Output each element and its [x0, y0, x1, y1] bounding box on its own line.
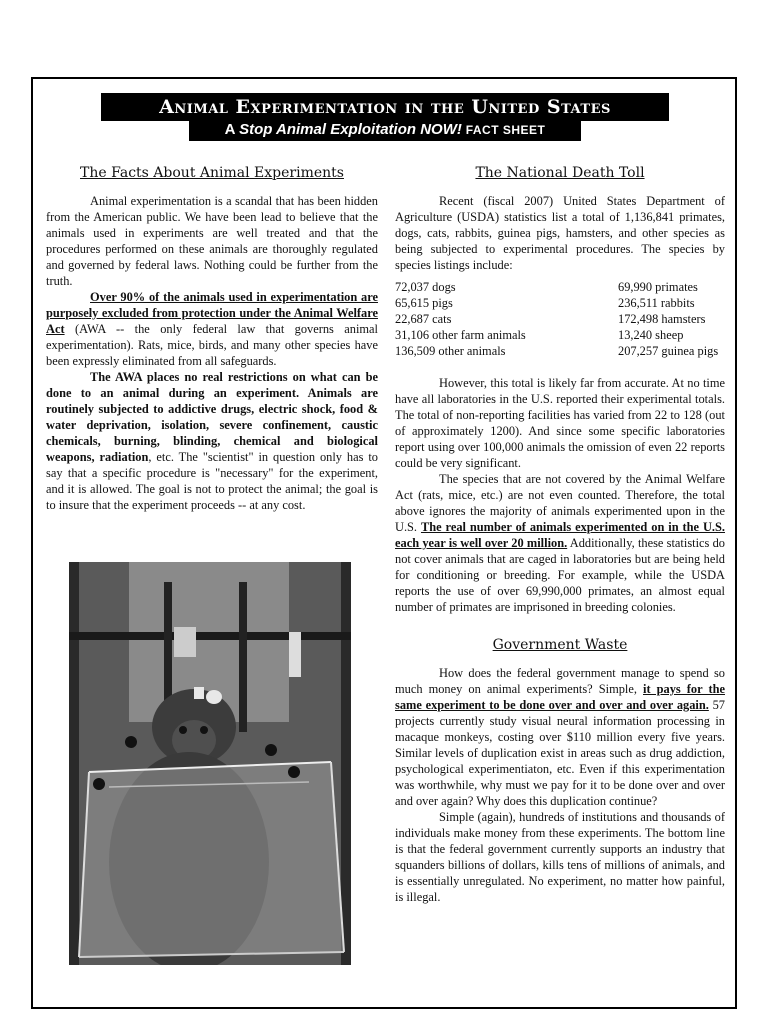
paragraph-intro: Animal experimentation is a scandal that has been hidden from the American public. We have been lead to believe that the animals used in experiments are well treated and that the procedures performed on these animals are thoroughly regulated and governed by federal laws. Nothing could be further from the truth. — [46, 194, 378, 288]
stat-hamsters: 172,498 hamsters — [618, 312, 706, 326]
stat-sheep: 13,240 sheep — [618, 328, 684, 342]
stat-pigs: 65,615 pigs — [395, 296, 453, 310]
subtitle-campaign: Stop Animal Exploitation NOW! — [239, 121, 462, 138]
paragraph-usda: Recent (fiscal 2007) United States Department of Agriculture (USDA) statistics list a total of 1,136,841 primates, dogs, cats, rabbits, guinea pigs, hamsters, and other species as being subjected to experimental procedures. The species by species listings include: — [395, 194, 725, 272]
left-column — [46, 165, 378, 513]
page-subtitle — [189, 119, 581, 141]
heading-government-waste: Government Waste — [492, 637, 628, 653]
monkey-restraint-photo — [69, 562, 351, 965]
stat-farm-animals: 31,106 other farm animals — [395, 328, 526, 342]
paragraph-bottom-line: Simple (again), hundreds of institutions and thousands of individuals make money from these experiments. The bottom line is that the federal government currently supports an industry that squanders billions of dollars, kills tens of millions of animals, and is essentially unregulated. No experiment, no matter how painful, is illegal. — [395, 810, 725, 904]
paragraph-restrictions: The AWA places no real restrictions on what can be done to an animal during an experiment. Animals are routinely subjected to addictive drugs, electric shock, food & water deprivation, isolation, severe confinement, caustic chemicals, burning, blinding, chemical and biological weapons, radiation, etc. The "scientist" in question only has to say that a specific procedure is "necessary" for the experiment, and it is allowed. The goal is not to protect the animal; the goal is to insure that the experiment proceeds -- at any cost. — [46, 370, 378, 512]
paragraph-duplication: How does the federal government manage to spend so much money on animal experiments? Simple, it pays for the same experiment to be done over and over and over again. 57 projects currently study visual neural information processing in macaque monkeys, costing over $110 million every five years. Similar levels of duplication exist in areas such as drug addiction, psychological experimentiaton, etc. Even if this experimentation was worthwhile, why must we pay for it to be done over and over and over again? Why does this duplication continue? — [395, 666, 725, 808]
stat-rabbits: 236,511 rabbits — [618, 296, 695, 310]
paragraph-awa: Over 90% of the animals used in experimentation are purposely excluded from protection under the Animal Welfare Act (AWA -- the only federal law that governs animal experimentation). Rats, mice, birds, and many other species have been expressly eliminated from all safeguards. — [46, 290, 378, 368]
stat-dogs: 72,037 dogs — [395, 280, 456, 294]
heading-facts: The Facts About Animal Experiments — [80, 165, 344, 181]
heading-death-toll: The National Death Toll — [475, 165, 645, 181]
stat-other-animals: 136,509 other animals — [395, 344, 506, 358]
page-title: Animal Experimentation in the United States — [101, 93, 669, 121]
paragraph-accuracy: However, this total is likely far from accurate. At no time have all laboratories in the U.S. reported their experimental totals. The total of non-reporting facilities has varied from 22 to 128 (out of approximately 1200). And since some specific laboratories report using over 100,000 animals the omission of even 22 reports could be very significant. — [395, 376, 725, 470]
stat-cats: 22,687 cats — [395, 312, 452, 326]
stat-guinea-pigs: 207,257 guinea pigs — [618, 344, 719, 358]
stat-primates: 69,990 primates — [618, 280, 698, 294]
subtitle-a: A — [224, 121, 240, 138]
fact-sheet-page — [31, 77, 737, 1009]
species-stats — [395, 279, 725, 359]
paragraph-uncounted: The species that are not covered by the Animal Welfare Act (rats, mice, etc.) are not even counted. Therefore, the total above ignores the majority of animals experimented upon in the U.S. The real number of animals experimented on in the U.S. each year is well over 20 million. Additionally, these statistics do not cover animals that are caged in laboratories but are being held for conditioning or breeding. For example, while the USDA reports the use of over 69,990,000 primates, an almost equal number of primates are imprisoned in breeding colonies. — [395, 472, 725, 614]
right-column — [395, 165, 725, 905]
subtitle-fact-sheet: FACT SHEET — [461, 123, 546, 137]
